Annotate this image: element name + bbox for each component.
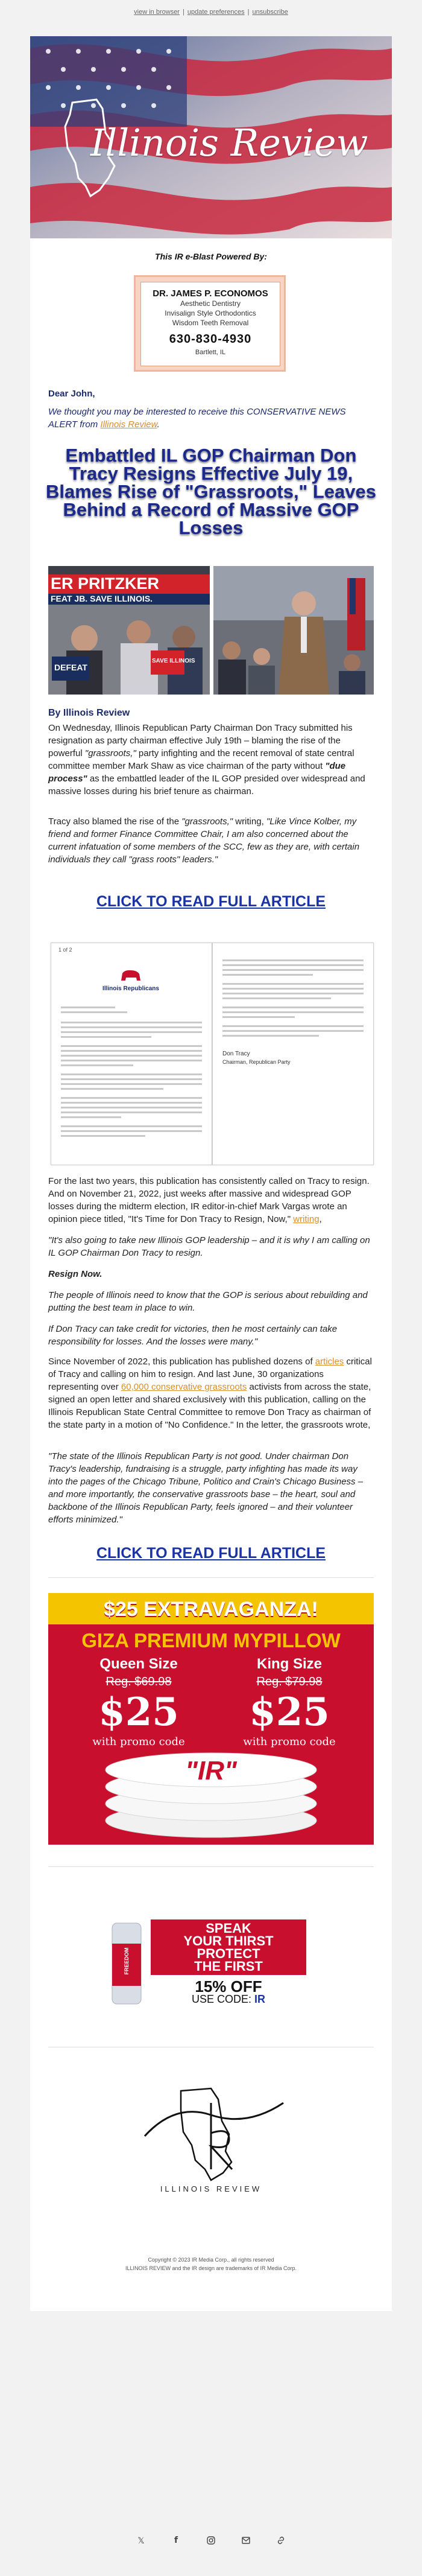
promo-code: IR [254,1993,266,2005]
sponsor-phone: 630-830-4930 [169,332,252,346]
writing-link[interactable]: writing [293,1214,320,1224]
x-icon[interactable]: 𝕏 [137,2535,145,2545]
p1-emphasis: "grassroots," [84,748,136,758]
p8-text: critical of Tracy and calling on him to resign. And last June, 30 organizations representing over [48,1356,372,1392]
letter-signature-title: Chairman, Republican Party [222,1059,291,1065]
footer-trademark: ILLINOIS REVIEW and the IR design are trademarks of IR Media Corp. [125,2265,297,2271]
separator: | [247,8,250,16]
can-label: FREEDOM [124,1947,130,1975]
ad-headline: $25 EXTRAVAGANZA! [104,1598,318,1621]
sponsor-service: Wisdom Teeth Removal [172,319,249,327]
link-icon[interactable] [275,2534,287,2546]
rally-sign-defeat: DEFEAT [54,663,87,672]
speaker-photo [213,566,374,695]
paragraph-4: "It's also going to take new Illinois GOP leadership – and it is why I am calling on IL GOP Chairman Don Tracy to resign. [48,1235,370,1258]
email-body [30,36,392,2311]
slogan-line-2: YOUR THIRST [183,1933,274,1948]
rally-sign-mid: FEAT JB. SAVE ILLINOIS. [51,594,153,603]
facebook-icon[interactable]: f [174,2536,178,2545]
preheader-links [0,0,422,24]
p3-end: , [319,1214,322,1224]
sponsor-card [140,282,280,366]
unsubscribe-link[interactable]: unsubscribe [252,8,288,16]
king-size-label: King Size [256,1656,322,1672]
sponsor-name: DR. JAMES P. ECONOMOS [153,288,268,299]
paragraph-5: Resign Now. [48,1269,102,1279]
p3-text: For the last two years, this publication has consistently called on Tracy to resign. And on November 21, 2022, just weeks after massive and widespread GOP losses during the midterm election, IR editor-in-chief Mark Vargas wrote an opinion piece titled, "It's Time for Don Tracy to Resign, Now," [48,1176,370,1224]
rally-sign-top: ER PRITZKER [51,574,160,593]
ad-subhead: GIZA PREMIUM MYPILLOW [81,1629,341,1652]
p2-text: Tracy also blamed the rise of the [48,816,182,827]
divider [48,1866,374,1867]
paragraph-3 [48,1175,374,1226]
divider [48,1577,374,1578]
king-promo-note: with promo code [243,1735,336,1748]
p2-text: writing, [233,816,266,827]
paragraph-1 [48,722,374,798]
intro-text [48,405,374,431]
letter-body-lines [213,956,373,1037]
illinois-review-link[interactable]: Illinois Review [100,419,157,430]
king-sale-price: $25 [249,1690,330,1735]
king-regular-price: Reg. $79.98 [256,1675,323,1688]
paragraph-9: "The state of the Illinois Republican Party is not good. Under chairman Don Tracy's leadership, fundraising is a struggle, party infighting has made its way into the pages of the Chicago Tribune, Politico and Crain's Chicago Business – and more importantly, the conservative grassroots base – the heart, soul and backbone of the Illinois Republican Party, feels ignored – and their volunteer efforts minimized." [48,1451,364,1525]
powered-by-label: This IR e-Blast Powered By: [155,252,267,261]
p1-text: On Wednesday, Illinois Republican Party Chairman Don Tracy submitted his resignation as party chairman effective July 19th – blaming the rise of the powerful [48,723,353,758]
letter-page-2[interactable] [212,943,374,1165]
read-full-article-button[interactable]: CLICK TO READ FULL ARTICLE [96,893,326,910]
page-indicator: 1 of 2 [58,947,72,953]
illinois-review-emblem [30,2079,392,2181]
email-icon[interactable] [240,2534,252,2546]
illinois-review-logo [48,97,374,199]
slogan-line-3: PROTECT [197,1946,260,1961]
sponsor-ad[interactable] [134,275,286,372]
mypillow-ad[interactable] [48,1593,374,1845]
read-full-article-button-2[interactable]: CLICK TO READ FULL ARTICLE [96,1545,326,1562]
article-headline[interactable]: Embattled IL GOP Chairman Don Tracy Resigns Effective July 19, Blames Rise of "Grassroots," Leaves Behind a Record of Massive GOP Losses [45,445,377,538]
instagram-icon[interactable] [205,2534,217,2546]
intro-end: . [157,419,160,430]
letter-body-lines [51,1003,212,1137]
letter-page-1[interactable] [51,943,212,1165]
social-links [0,2534,422,2546]
slogan-line-4: THE FIRST [194,1959,263,1974]
footer-brand: ILLINOIS REVIEW [160,2184,262,2193]
rally-photo [48,566,210,695]
p8-text: activists from across the state, signed an open letter and shared exclusively with this publication, calling on the Illinois Republican State Central Committee to remove Don Tracy as chairman of the state party in a motion of "No Confidence." In the letter, the grassroots wrote, [48,1382,371,1430]
rally-sign-small: SAVE ILLINOIS [152,658,195,664]
brand-script: Illinois Review [90,121,368,165]
paragraph-6: The people of Illinois need to know that the GOP is serious about rebuilding and putting the best team in place to win. [48,1290,368,1313]
grassroots-link[interactable]: 60,000 conservative grassroots [121,1382,247,1392]
p2-quote: "Like Vince Kolber, my friend and former Finance Committee Chair, I am also concerned about the current infatuation of some members of the SCC, few as they are, with certain individuals they call "grass roots" leaders." [48,816,360,865]
speaker-photo-art [213,566,374,695]
header-banner[interactable] [30,36,392,238]
sponsor-service: Invisalign Style Orthodontics [165,309,256,317]
promo-code-line [151,1993,306,2006]
slogan-line-1: SPEAK [206,1921,251,1936]
paragraph-7: If Don Tracy can take credit for victories, then he most certainly can take responsibility for losses. And the losses were many." [48,1324,338,1347]
footer-logo [30,2079,392,2199]
paragraph-8 [48,1355,374,1431]
queen-sale-price: $25 [98,1690,179,1735]
queen-promo-note: with promo code [92,1735,185,1748]
water-ad[interactable] [109,1919,307,2007]
letter-signature: Don Tracy [222,1051,250,1057]
intro-copy: We thought you may be interested to receive this CONSERVATIVE NEWS ALERT from [48,407,346,430]
promo-code-label: USE CODE: [191,1993,251,2005]
articles-link[interactable]: articles [315,1356,344,1367]
footer-copyright: Copyright © 2023 IR Media Corp., all rights reserved [148,2257,274,2263]
sponsor-location: Bartlett, IL [195,349,226,356]
paragraph-2 [48,815,374,866]
byline: By Illinois Review [48,708,130,718]
letter-org: Illinois Republicans [102,985,159,992]
separator: | [182,8,184,16]
water-offer: 15% OFF [195,1977,262,1996]
view-in-browser-link[interactable]: view in browser [134,8,180,16]
greeting: Dear John, [48,389,95,399]
sponsor-service: Aesthetic Dentistry [180,299,241,308]
p2-emphasis: "grassroots," [181,816,233,827]
queen-size-label: Queen Size [99,1656,178,1672]
p1-emphasis: "due process" [48,761,346,784]
pillow-mark: "IR" [185,1756,237,1786]
gop-elephant-icon [119,968,143,984]
update-preferences-link[interactable]: update preferences [187,8,245,16]
p8-text: Since November of 2022, this publication has published dozens of [48,1356,315,1367]
queen-regular-price: Reg. $69.98 [106,1675,172,1688]
p1-text: as the embattled leader of the IL GOP presided over widespread and massive losses during his brief tenure as chairman. [48,774,365,797]
p1-text: party infighting and the recent removal of state central committee member Mark Shaw as vice chairman of the party without [48,748,354,771]
